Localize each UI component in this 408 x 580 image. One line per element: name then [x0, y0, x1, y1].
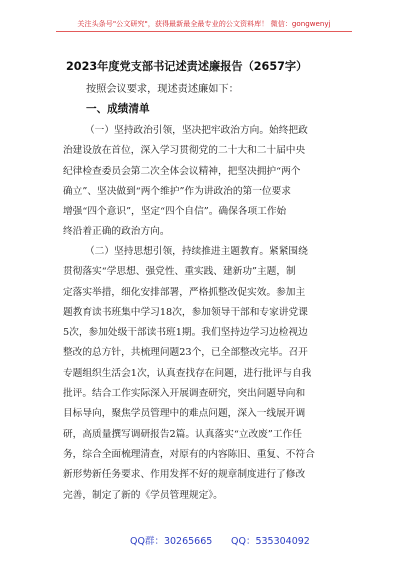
paragraph-2-line: 定落实举措，细化安排部署，严格抓整改促实效。参加主	[63, 286, 306, 298]
paragraph-1-line: 纪律检查委员会第二次全体会议精神，把坚决拥护“两个	[63, 165, 301, 177]
footer-qq-group: QQ群：30265665	[130, 536, 213, 547]
paragraph-2-line: 批评。结合工作实际深入开展调查研究，突出问题导向和	[63, 388, 306, 400]
paragraph-1-line: （一）坚持政治引领，坚决把牢政治方向。始终把政	[85, 125, 308, 136]
section-heading: 一、成绩清单	[86, 103, 150, 115]
paragraph-2-line: 题教育读书班集中学习18次，参加领导干部和专家讲党课	[63, 306, 308, 318]
paragraph-2-line: （二）坚持思想引领，持续推进主题教育。紧紧围绕	[85, 246, 308, 257]
paragraph-2-line: 贯彻落实“学思想、强党性、重实践、建新功”主题，制	[63, 266, 296, 278]
paragraph-2-line: 专题组织生活会1次，认真查找存在问题，进行批评与自我	[63, 367, 312, 379]
paragraph-2-line: 目标导向，聚焦学员管理中的难点问题，深入一线展开调	[63, 408, 306, 420]
paragraph-2-line: 整改的总方针，共梳理问题23个，已全部整改完毕。召开	[63, 347, 308, 359]
paragraph-2-line: 务，综合全面梳理清查，对原有的内容陈旧、重复、不符合	[63, 448, 315, 460]
paragraph-1-line: 确立”、坚决做到“两个维护”作为讲政治的第一位要求	[63, 185, 291, 197]
paragraph-1-line: 增强“四个意识”，坚定“四个自信”。确保各项工作始	[63, 206, 287, 218]
paragraph-1-line: 终沿着正确的政治方向。	[63, 226, 170, 238]
document-title: 2023年度党支部书记述责述廉报告（2657字）	[66, 60, 308, 73]
paragraph-2	[63, 242, 349, 506]
paragraph-2-line: 完善，制定了新的《学员管理规定》。	[63, 489, 223, 501]
footer-qq-contact: QQ：535304092	[231, 536, 310, 547]
paragraph-1-line: 治建设放在首位，深入学习贯彻党的二十大和二十届中央	[63, 145, 306, 157]
header-divider	[56, 31, 352, 32]
paragraph-2-line: 研，高质量撰写调研报告2篇。认真落实“立改废”工作任	[63, 428, 302, 440]
paragraph-2-line: 新形势新任务要求、作用发挥不好的规章制度进行了修改	[63, 469, 306, 481]
paragraph-1	[63, 121, 349, 243]
header-banner: 关注头条号"公文研究"，获得最新最全最专业的公文资料库！ 微信：gongwenyj	[77, 19, 331, 28]
paragraph-2-line: 5次，参加处级干部读书班1期。我们坚持边学习边检视边	[63, 327, 308, 339]
salutation-text: 按照会议要求，现述责述廉如下：	[86, 84, 239, 95]
